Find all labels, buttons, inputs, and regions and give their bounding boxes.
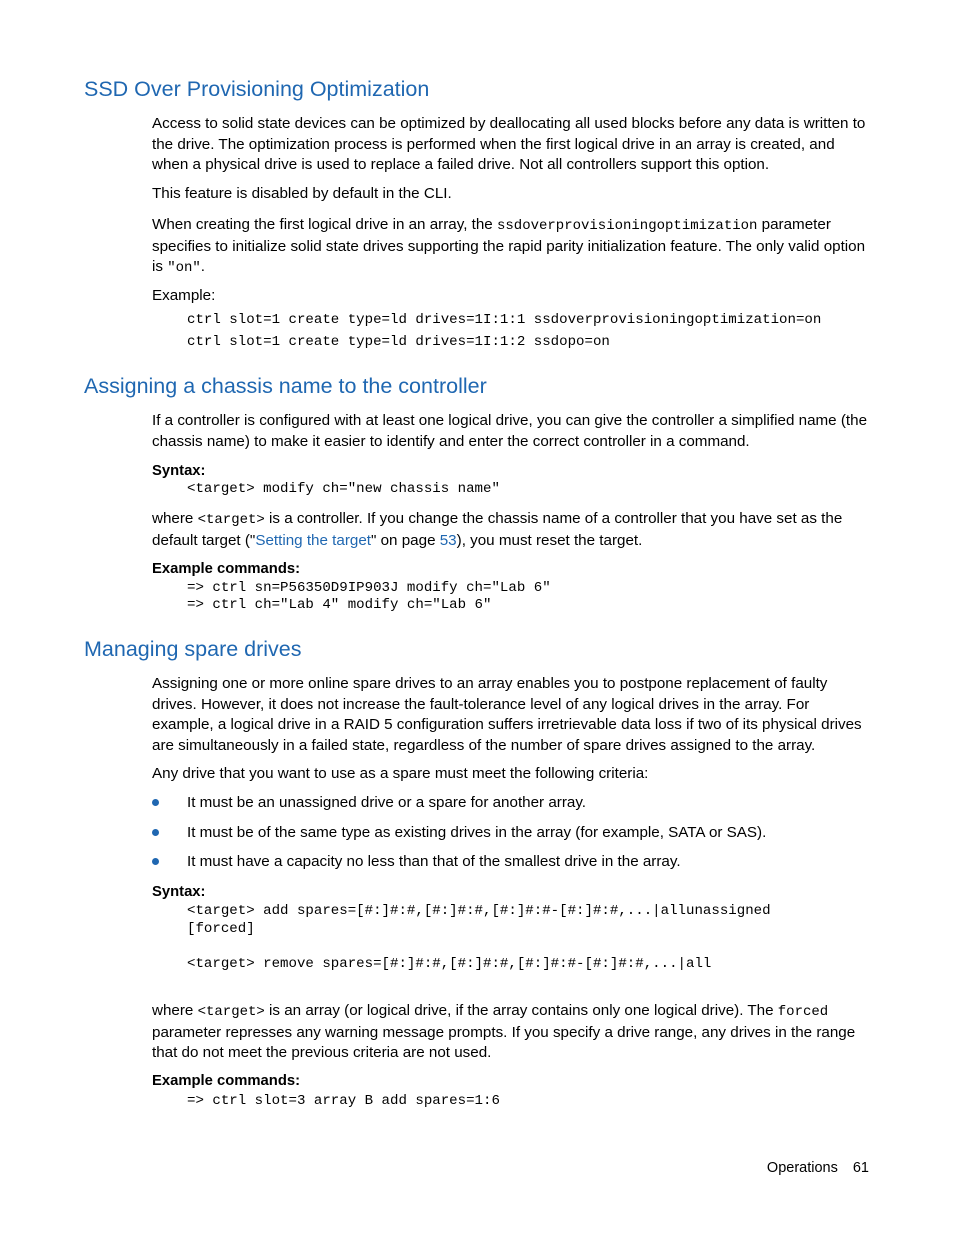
footer-section: Operations xyxy=(766,1160,838,1176)
paragraph: If a controller is configured with at least one logical drive, you can give the controller a simplified name (the chassis name) to make it easier to identify and enter the correct controller in a command. xyxy=(152,412,868,450)
syntax-label: Syntax: xyxy=(152,463,206,479)
example-commands-label: Example commands: xyxy=(152,1073,301,1089)
paragraph: where <target> is a controller. If you change the chassis name of a controller that you have set as the default target ("Setting the target" on page 53), you must reset the target. xyxy=(152,510,843,549)
code-line: <target> modify ch="new chassis name" xyxy=(187,481,500,497)
example-commands-label: Example commands: xyxy=(152,561,301,577)
paragraph: Assigning one or more online spare drives to an array enables you to postpone replacement of faulty drives. However, it does not increase the fault-tolerance level of any logical drives in the array. For example, a logical drive in a RAID 5 configuration suffers irretrievable data loss if two of its physical drives are simultaneously in a failed state, regardless of the number of spare drives assigned to the array. xyxy=(152,675,862,754)
code-line: ctrl slot=1 create type=ld drives=1I:1:2 ssdopo=on xyxy=(187,334,610,350)
code-line: ctrl slot=1 create type=ld drives=1I:1:1 ssdoverprovisioningoptimization=on xyxy=(187,312,822,328)
setting-target-link[interactable]: Setting the target xyxy=(255,531,371,549)
bullet-icon xyxy=(152,858,159,865)
inline-code: <target> xyxy=(197,1004,265,1020)
section-heading-spares: Managing spare drives xyxy=(84,637,302,661)
paragraph: where <target> is an array (or logical drive, if the array contains only one logical drive). The forced parameter represses any warning message prompts. If you specify a drive range, any drives in the range that do not meet the previous criteria are not used. xyxy=(152,1002,856,1061)
code-line: <target> remove spares=[#:]#:#,[#:]#:#,[#:]#:#-[#:]#:#,...|all xyxy=(187,956,712,972)
section-heading-chassis: Assigning a chassis name to the controller xyxy=(84,374,487,398)
paragraph: This feature is disabled by default in the CLI. xyxy=(152,185,452,202)
code-line: [forced] xyxy=(187,921,255,937)
paragraph: Access to solid state devices can be optimized by deallocating all used blocks before any data is written to the drive. The optimization process is performed when the first logical drive in an array is created, and when a physical drive is used to replace a failed drive. Not all controllers support this option. xyxy=(152,115,866,173)
code-line: => ctrl sn=P56350D9IP903J modify ch="Lab 6" xyxy=(187,580,551,596)
inline-code: ssdoverprovisioningoptimization xyxy=(496,218,758,234)
paragraph: Any drive that you want to use as a spare must meet the following criteria: xyxy=(152,765,649,782)
bullet-icon xyxy=(152,829,159,836)
syntax-label: Syntax: xyxy=(152,884,206,900)
code-line: => ctrl ch="Lab 4" modify ch="Lab 6" xyxy=(187,597,492,613)
inline-code: forced xyxy=(777,1004,829,1020)
page-number: 61 xyxy=(852,1160,869,1176)
code-line: <target> add spares=[#:]#:#,[#:]#:#,[#:]#:#-[#:]#:#,...|allunassigned xyxy=(187,903,771,919)
example-label: Example: xyxy=(152,287,216,304)
paragraph: When creating the first logical drive in an array, the ssdoverprovisioningoptimization parameter specifies to initialize solid state drives supporting the rapid parity initialization feature. The only valid option is "on". xyxy=(152,216,866,276)
code-line: => ctrl slot=3 array B add spares=1:6 xyxy=(187,1093,500,1109)
page-footer xyxy=(767,1158,869,1178)
section-heading-ssd: SSD Over Provisioning Optimization xyxy=(84,77,430,101)
page-53-link[interactable]: 53 xyxy=(439,531,457,549)
inline-code: <target> xyxy=(197,512,265,528)
inline-code: "on" xyxy=(167,260,201,276)
bullet-icon xyxy=(152,799,159,806)
